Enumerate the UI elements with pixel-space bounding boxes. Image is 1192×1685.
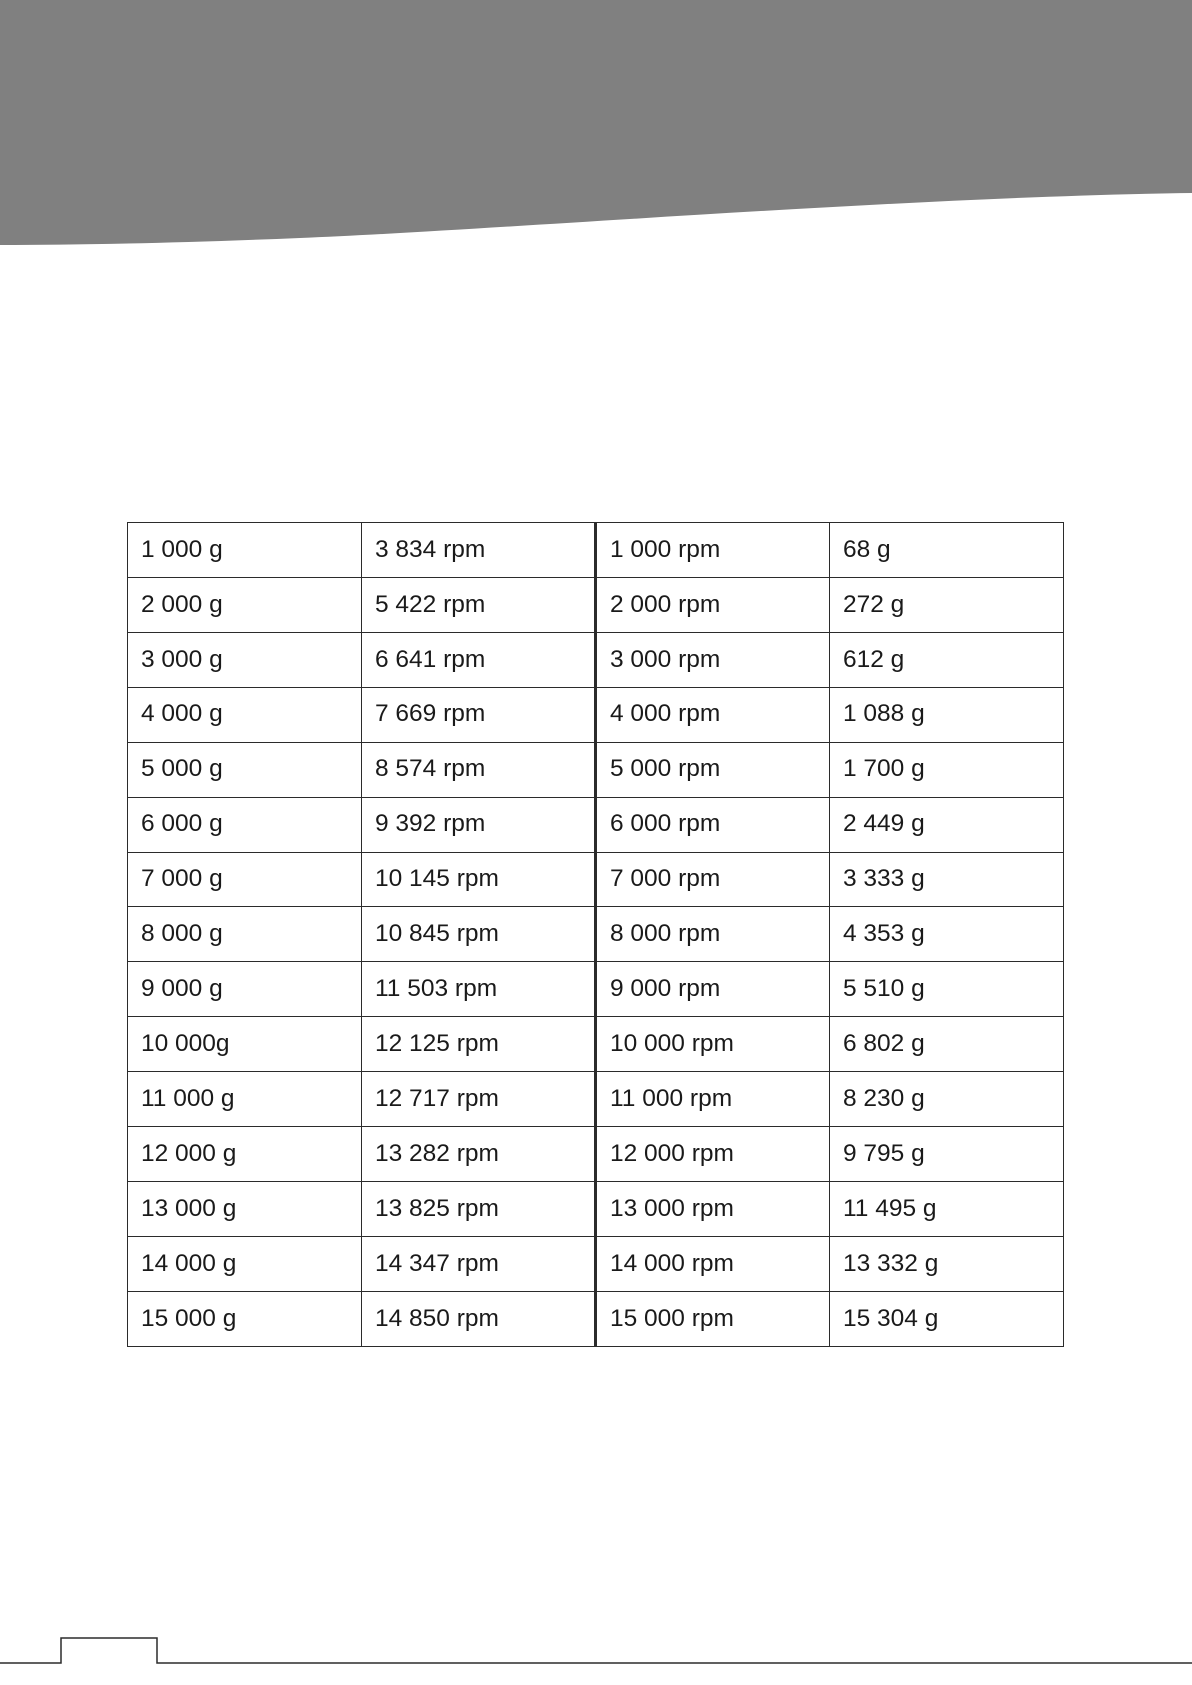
table-row: [128, 1127, 1064, 1182]
table-row: [128, 523, 1064, 578]
table-cell: 13 282 rpm: [362, 1127, 596, 1182]
table-cell: 7 000 rpm: [596, 852, 830, 907]
header-wave-shape: [0, 0, 1192, 245]
table-row: [128, 742, 1064, 797]
table-cell: 10 000g: [128, 1017, 362, 1072]
table-row: [128, 577, 1064, 632]
table-cell: 612 g: [830, 632, 1064, 687]
table-cell: 15 304 g: [830, 1291, 1064, 1346]
table-cell: 8 000 g: [128, 907, 362, 962]
table-cell: 9 000 g: [128, 962, 362, 1017]
table-row: [128, 632, 1064, 687]
table-cell: 14 850 rpm: [362, 1291, 596, 1346]
table-row: [128, 1291, 1064, 1346]
table-cell: 8 000 rpm: [596, 907, 830, 962]
table-cell: 10 000 rpm: [596, 1017, 830, 1072]
table-row: [128, 687, 1064, 742]
table-row: [128, 852, 1064, 907]
table-row: [128, 1182, 1064, 1237]
table-cell: 6 000 g: [128, 797, 362, 852]
table-cell: 2 449 g: [830, 797, 1064, 852]
table-cell: 272 g: [830, 577, 1064, 632]
table-cell: 4 353 g: [830, 907, 1064, 962]
table-cell: 12 000 g: [128, 1127, 362, 1182]
table-cell: 3 000 rpm: [596, 632, 830, 687]
table-cell: 1 088 g: [830, 687, 1064, 742]
table-cell: 12 125 rpm: [362, 1017, 596, 1072]
table-cell: 2 000 g: [128, 577, 362, 632]
table-cell: 8 574 rpm: [362, 742, 596, 797]
table-cell: 13 825 rpm: [362, 1182, 596, 1237]
table-row: [128, 907, 1064, 962]
table-cell: 9 392 rpm: [362, 797, 596, 852]
table-cell: 6 000 rpm: [596, 797, 830, 852]
table-cell: 3 834 rpm: [362, 523, 596, 578]
table-cell: 5 510 g: [830, 962, 1064, 1017]
table-row: [128, 1072, 1064, 1127]
table-cell: 7 669 rpm: [362, 687, 596, 742]
table-cell: 68 g: [830, 523, 1064, 578]
table-cell: 12 717 rpm: [362, 1072, 596, 1127]
table-cell: 13 000 rpm: [596, 1182, 830, 1237]
table-cell: 5 422 rpm: [362, 577, 596, 632]
table-cell: 9 000 rpm: [596, 962, 830, 1017]
table-cell: 14 347 rpm: [362, 1236, 596, 1291]
table-cell: 5 000 rpm: [596, 742, 830, 797]
table-cell: 10 845 rpm: [362, 907, 596, 962]
table-row: [128, 797, 1064, 852]
table-cell: 5 000 g: [128, 742, 362, 797]
table-cell: 13 000 g: [128, 1182, 362, 1237]
table-cell: 11 503 rpm: [362, 962, 596, 1017]
table-cell: 15 000 g: [128, 1291, 362, 1346]
page-number-tab: [0, 1638, 1192, 1663]
table-cell: 1 000 g: [128, 523, 362, 578]
table-cell: 11 495 g: [830, 1182, 1064, 1237]
table-cell: 12 000 rpm: [596, 1127, 830, 1182]
table-cell: 6 641 rpm: [362, 632, 596, 687]
table-cell: 9 795 g: [830, 1127, 1064, 1182]
table-cell: 11 000 g: [128, 1072, 362, 1127]
table-body: [128, 523, 1064, 1347]
table-cell: 11 000 rpm: [596, 1072, 830, 1127]
table-cell: 15 000 rpm: [596, 1291, 830, 1346]
table-cell: 4 000 rpm: [596, 687, 830, 742]
table-cell: 1 700 g: [830, 742, 1064, 797]
table-cell: 14 000 g: [128, 1236, 362, 1291]
table-cell: 7 000 g: [128, 852, 362, 907]
table-cell: 13 332 g: [830, 1236, 1064, 1291]
table-row: [128, 962, 1064, 1017]
g-force-rpm-conversion-table: [127, 522, 1064, 1347]
table-cell: 8 230 g: [830, 1072, 1064, 1127]
table-cell: 1 000 rpm: [596, 523, 830, 578]
table-cell: 10 145 rpm: [362, 852, 596, 907]
table-cell: 14 000 rpm: [596, 1236, 830, 1291]
page-footer-line: [0, 1630, 1192, 1685]
table-cell: 6 802 g: [830, 1017, 1064, 1072]
table-cell: 3 333 g: [830, 852, 1064, 907]
header-band: [0, 0, 1192, 250]
table-cell: 4 000 g: [128, 687, 362, 742]
table-cell: 2 000 rpm: [596, 577, 830, 632]
table-cell: 3 000 g: [128, 632, 362, 687]
table-row: [128, 1017, 1064, 1072]
table-row: [128, 1236, 1064, 1291]
